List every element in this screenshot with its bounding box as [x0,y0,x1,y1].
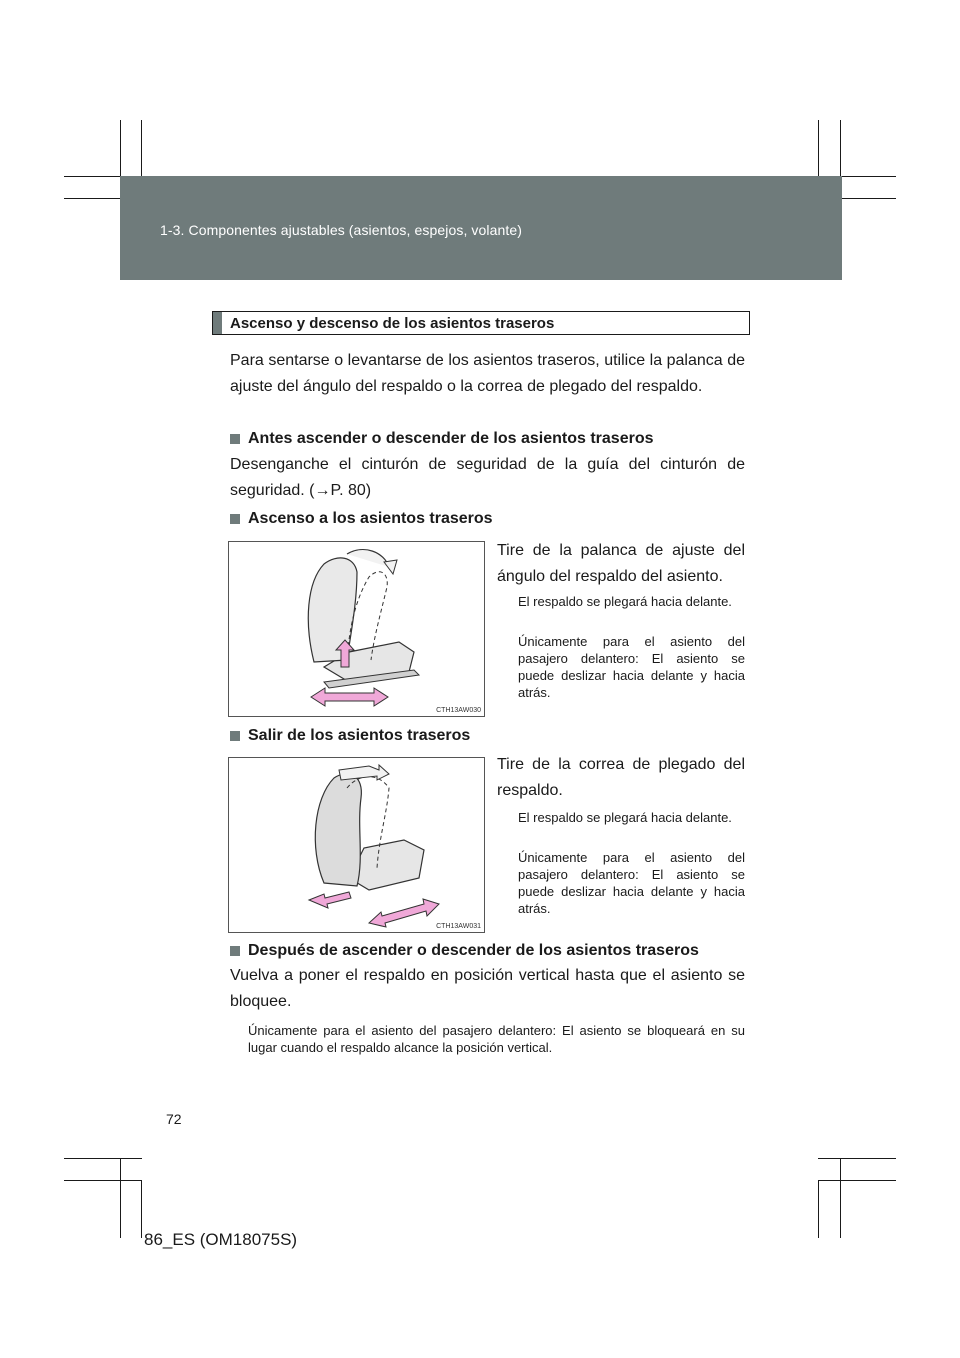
subsection-title: Antes ascender o descender de los asientos traseros [248,430,654,447]
section-title-box [212,311,750,335]
square-bullet-icon [230,434,240,444]
document-id: 86_ES (OM18075S) [144,1230,298,1249]
after-paragraph: Vuelva a poner el respaldo en posición vertical hasta que el asiento se bloquee. [230,967,745,1010]
subsection-heading-enter [230,510,493,528]
figure-code: CTH13AW031 [436,923,481,930]
crop-mark [120,1158,121,1238]
enter-note-1: El respaldo se plegará hacia delante. [518,594,732,609]
chapter-header [120,176,842,280]
breadcrumb: 1-3. Componentes ajustables (asientos, espejos, volante) [160,222,523,238]
enter-note-2: Únicamente para el asiento del pasajero delantero: El asiento se puede deslizar hacia delante y hacia atrás. [518,634,745,700]
seat-lever-illustration [229,542,484,716]
exit-note-2: Únicamente para el asiento del pasajero delantero: El asiento se puede deslizar hacia delante y hacia atrás. [518,850,745,916]
before-paragraph: Desenganche el cinturón de seguridad de la guía del cinturón de seguridad. (→P. 80) [230,456,745,499]
section-title: Ascenso y descenso de los asientos traseros [230,314,555,332]
crop-mark [64,1158,142,1159]
exit-note-1: El respaldo se plegará hacia delante. [518,810,732,825]
subsection-heading-exit [230,727,470,745]
enter-instruction: Tire de la palanca de ajuste del ángulo del respaldo del asiento. [497,542,745,585]
crop-mark [818,1158,896,1159]
exit-instruction: Tire de la correa de plegado del respaldo. [497,756,745,799]
section-title-bar [213,312,222,334]
figure-code: CTH13AW030 [436,707,481,714]
square-bullet-icon [230,946,240,956]
square-bullet-icon [230,514,240,524]
crop-mark [818,1180,819,1238]
crop-mark [818,1180,896,1181]
subsection-title: Ascenso a los asientos traseros [248,510,493,527]
figure-seat-lever [228,541,485,717]
crop-mark [64,1180,142,1181]
subsection-heading-before [230,430,654,448]
after-note: Únicamente para el asiento del pasajero delantero: El asiento se bloqueará en su lugar cuando el respaldo alcance la posición vertical. [248,1023,745,1055]
intro-paragraph: Para sentarse o levantarse de los asientos traseros, utilice la palanca de ajuste del ángulo del respaldo o la correa de plegado del respaldo. [230,352,745,395]
seat-strap-illustration [229,758,484,932]
page-number: 72 [166,1111,182,1127]
crop-mark [141,1180,142,1238]
subsection-title: Salir de los asientos traseros [248,727,471,744]
figure-seat-strap [228,757,485,933]
subsection-heading-after [230,942,699,960]
crop-mark [840,1158,841,1238]
square-bullet-icon [230,731,240,741]
subsection-title: Después de ascender o descender de los asientos traseros [248,942,699,959]
